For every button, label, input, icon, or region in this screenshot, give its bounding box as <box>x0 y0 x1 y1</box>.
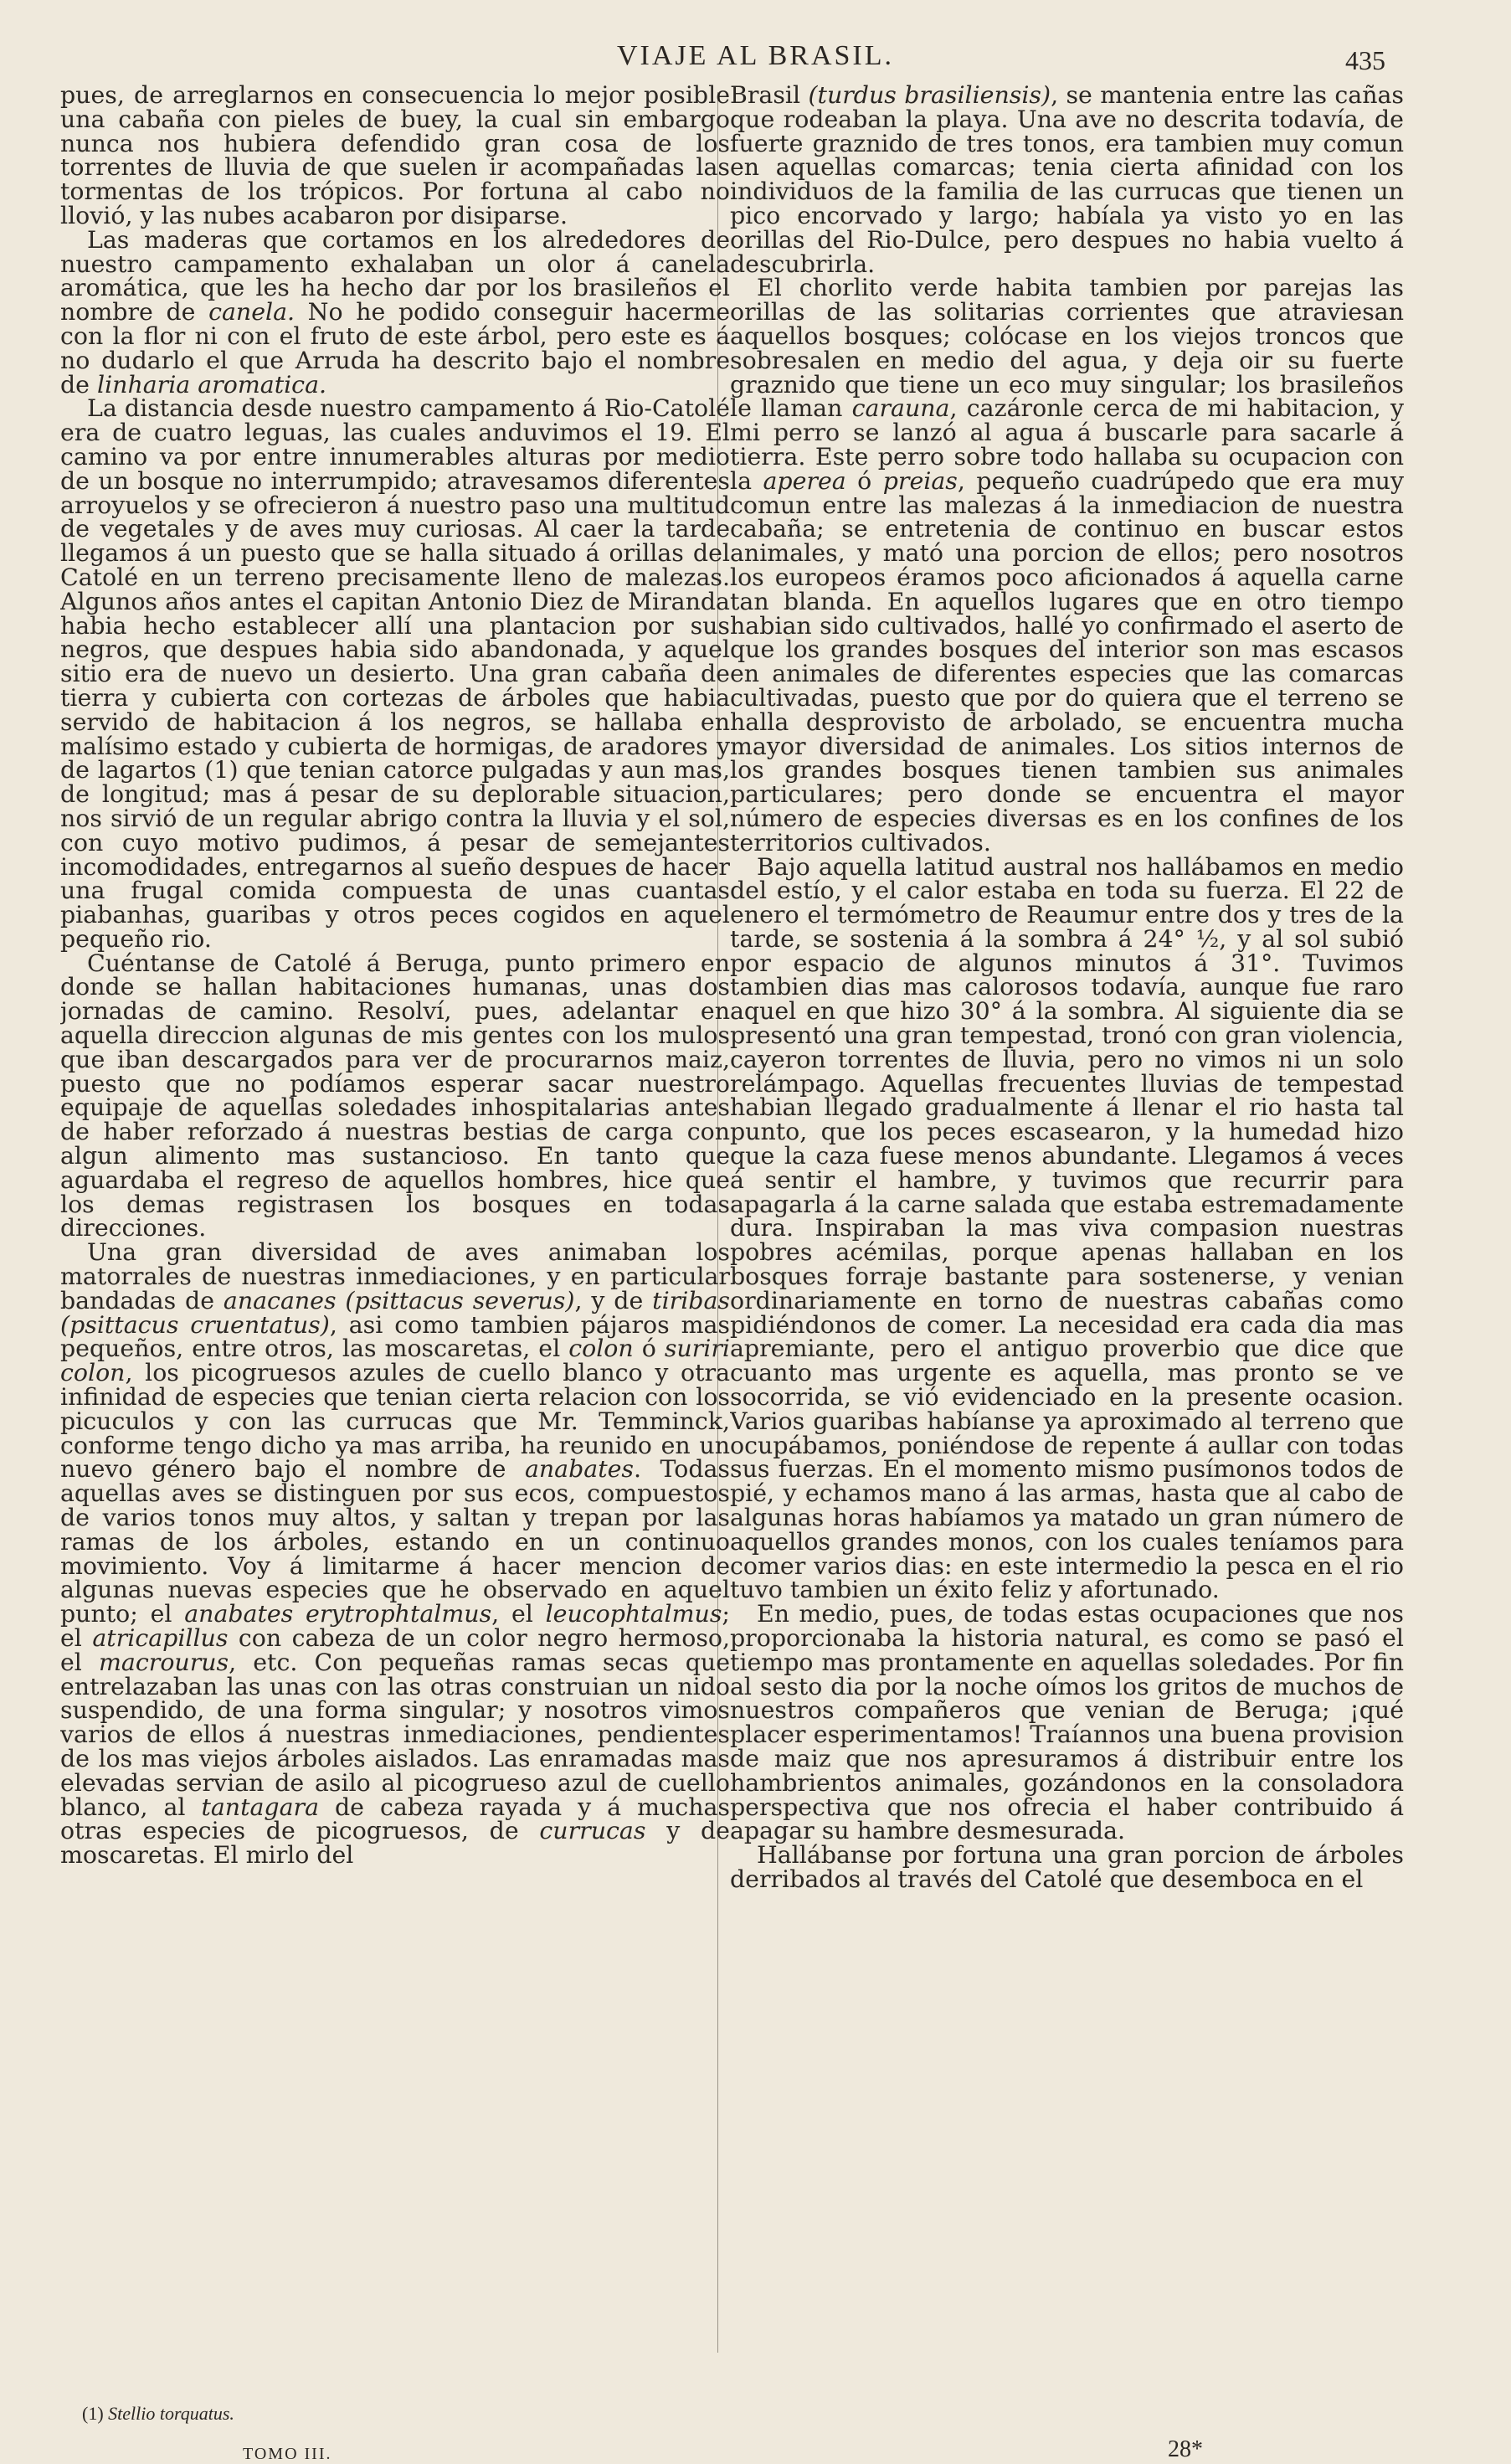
paragraph: Bajo aquella latitud austral nos hallábamos en medio del estío, y el calor estaba en toda su fuerza. El 22 de enero el termómetro de Reaumur entre dos y tres de la tarde, se sostenia á la sombra á 24° ½, y al sol subió por espacio de algunos minutos á 31°. Tuvimos tambien dias mas calorosos todavía, aunque fue raro aquel en que hizo 30° á la sombra. Al siguiente dia se presentó una gran tempestad, tronó con gran violencia, cayeron torrentes de lluvia, pero no vimos ni un solo relámpago. Aquellas frecuentes lluvias de tempestad habian llegado gradualmente á llenar el rio hasta tal punto, que los peces escasearon, y la humedad hizo que la caza fuese menos abundante. Llegamos á veces á sentir el hambre, y tuvimos que recurrir para apagarla á la carne salada que estaba estremadamente dura. Inspiraban la mas viva compasion nuestras pobres acémilas, porque apenas hallaban en los bosques forraje bastante para sostenerse, y venian ordinariamente en torno de nuestras cabañas como pidiéndonos de comer. La necesidad era cada dia mas apremiante, pero el antiguo proverbio que dice que cuanto mas urgente es aquella, mas pronto se ve socorrida, se vió evidenciado en la presente ocasion. Varios guaribas habíanse ya aproximado al terreno que ocupábamos, poniéndose de repente á aullar con todas sus fuerzas. En el momento mismo pusímonos todos de pié, y echamos mano á las armas, hasta que al cabo de algunas horas habíamos ya matado un gran número de aquellos grandes monos, con los cuales teníamos para comer varios dias: en este intermedio la pesca en el rio tuvo tambien un éxito feliz y afortunado. <box>730 852 1404 1604</box>
footnote <box>82 2403 234 2425</box>
left-column <box>60 84 730 2311</box>
right-column <box>730 84 1404 2311</box>
paragraph: Brasil (turdus brasiliensis), se mantenia entre las cañas que rodeaban la playa. Una ave no descrita todavía, de fuerte graznido de tres tonos, era tambien muy comun en aquellas comarcas; tenia cierta afinidad con los individuos de la familia de las currucas que tienen un pico encorvado y largo; habíala ya visto yo en las orillas del Rio-Dulce, pero despues no habia vuelto á descubrirla. <box>730 84 1404 278</box>
paragraph: pues, de arreglarnos en consecuencia lo mejor posible una cabaña con pieles de buey, la cual sin embargo nunca nos hubiera defendido gran cosa de los torrentes de lluvia de que suelen ir acompañadas las tormentas de los trópicos. Por fortuna al cabo no llovió, y las nubes acabaron por disiparse. <box>60 84 730 229</box>
paragraph: La distancia desde nuestro campamento á Rio-Catolé era de cuatro leguas, las cuales anduvimos el 19. El camino va por entre innumerables alturas por medio de un bosque no interrumpido; atravesamos diferentes arroyuelos y se ofrecieron á nuestro paso una multitud de vegetales y de aves muy curiosas. Al caer la tarde llegamos á un puesto que se halla situado á orillas del Catolé en un terreno precisamente lleno de malezas. Algunos años antes el capitan Antonio Diez de Miranda habia hecho establecer allí una plantacion por sus negros, que despues habia sido abandonada, y aquel sitio era de nuevo un desierto. Una gran cabaña de tierra y cubierta con cortezas de árboles que habia servido de habitacion á los negros, se hallaba en malísimo estado y cubierta de hormigas, de aradores y de lagartos (1) que tenian catorce pulgadas y aun mas, de longitud; mas á pesar de su deplorable situacion, nos sirvió de un regular abrigo contra la lluvia y el sol, con cuyo motivo pudimos, á pesar de semejantes incomodidades, entregarnos al sueño despues de hacer una frugal comida compuesta de unas cuantas piabanhas, guaribas y otros peces cogidos en aquel pequeño rio. <box>60 394 730 953</box>
paragraph: Las maderas que cortamos en los alrededores de nuestro campamento exhalaban un olor á canela aromática, que les ha hecho dar por los brasileños el nombre de canela. No he podido conseguir hacerme con la flor ni con el fruto de este árbol, pero este es á no dudarlo el que Arruda ha descrito bajo el nombre de linharia aromatica. <box>60 225 730 399</box>
volume-label: TOMO III. <box>243 2445 332 2463</box>
page-number: 435 <box>1345 45 1385 75</box>
paragraph: Cuéntanse de Catolé á Beruga, punto primero en donde se hallan habitaciones humanas, unas dos jornadas de camino. Resolví, pues, adelantar en aquella direccion algunas de mis gentes con los mulos que iban descargados para ver de procurarnos maiz, puesto que no podíamos esperar sacar nuestro equipaje de aquellas soledades inhospitalarias antes de haber reforzado á nuestras bestias de carga con algun alimento mas sustancioso. En tanto que aguardaba el regreso de aquellos hombres, hice que los demas registrasen los bosques en todas direcciones. <box>60 949 730 1242</box>
paragraph: En medio, pues, de todas estas ocupaciones que nos proporcionaba la historia natural, es como se pasó el tiempo mas prontamente en aquellas soledades. Por fin al sesto dia por la noche oímos los gritos de muchos de nuestros compañeros que venian de Beruga; ¡qué placer esperimentamos! Traíannos una buena provision de maiz que nos apresuramos á distribuir entre los hambrientos animales, gozándonos en la consoladora perspectiva que nos ofrecia el haber contribuido á apagar su hambre desmesurada. <box>730 1600 1404 1845</box>
page-header <box>0 40 1511 87</box>
footnote-marker: (1) <box>82 2403 104 2424</box>
signature-mark: 28* <box>1168 2436 1203 2462</box>
footnote-text: Stellio torquatus. <box>108 2403 234 2424</box>
paragraph: Una gran diversidad de aves animaban los matorrales de nuestras inmediaciones, y en particular bandadas de anacanes (psittacus severus), y de tiribas (psittacus cruentatus), asi como tambien pájaros mas pequeños, entre otros, las moscaretas, el colon ó suriri colon, los picogruesos azules de cuello blanco y otra infinidad de especies que tenian cierta relacion con los picuculos y con las currucas que Mr. Temminck, conforme tengo dicho ya mas arriba, ha reunido en un nuevo género bajo el nombre de anabates. Todas aquellas aves se distinguen por sus ecos, compuestos de varios tonos muy altos, y saltan y trepan por las ramas de los árboles, estando en un continuo movimiento. Voy á limitarme á hacer mencion de algunas nuevas especies que he observado en aquel punto; el anabates erytrophtalmus, el leucophtalmus; el atricapillus con cabeza de un color negro hermoso, el macrourus, etc. Con pequeñas ramas secas que entrelazaban las unas con las otras construian un nido suspendido, de una forma singular; y nosotros vimos varios de ellos á nuestras inmediaciones, pendientes de los mas viejos árboles aislados. Las enramadas mas elevadas servian de asilo al picogrueso azul de cuello blanco, al tantagara de cabeza rayada y á muchas otras especies de picogruesos, de currucas y de moscaretas. El mirlo del <box>60 1238 730 1870</box>
paragraph: El chorlito verde habita tambien por parejas las orillas de las solitarias corrientes que atraviesan aquellos bosques; colócase en los viejos troncos que sobresalen en medio del agua, y deja oir su fuerte graznido que tiene un eco muy singular; los brasileños le llaman carauna, cazáronle cerca de mi habitacion, y mi perro se lanzó al agua á buscarle para sacarle á tierra. Este perro sobre todo hallaba su ocupacion con la aperea ó preias, pequeño cuadrúpedo que era muy comun entre las malezas á la inmediacion de nuestra cabaña; se entretenia de continuo en buscar estos animales, y mató una porcion de ellos; pero nosotros los europeos éramos poco aficionados á aquella carne tan blanda. En aquellos lugares que en otro tiempo habian sido cultivados, hallé yo confirmado el aserto de que los grandes bosques del interior son mas escasos en animales de diferentes especies que las comarcas cultivadas, puesto que por do quiera que el terreno se halla desprovisto de arbolado, se encuentra mucha mayor diversidad de animales. Los sitios internos de los grandes bosques tienen tambien sus animales particulares; pero donde se encuentra el mayor número de especies diversas es en los confines de los territorios cultivados. <box>730 274 1404 856</box>
running-title: VIAJE AL BRASIL. <box>616 40 895 71</box>
paragraph: Hallábanse por fortuna una gran porcion de árboles derribados al través del Catolé que desemboca en el <box>730 1841 1404 1893</box>
